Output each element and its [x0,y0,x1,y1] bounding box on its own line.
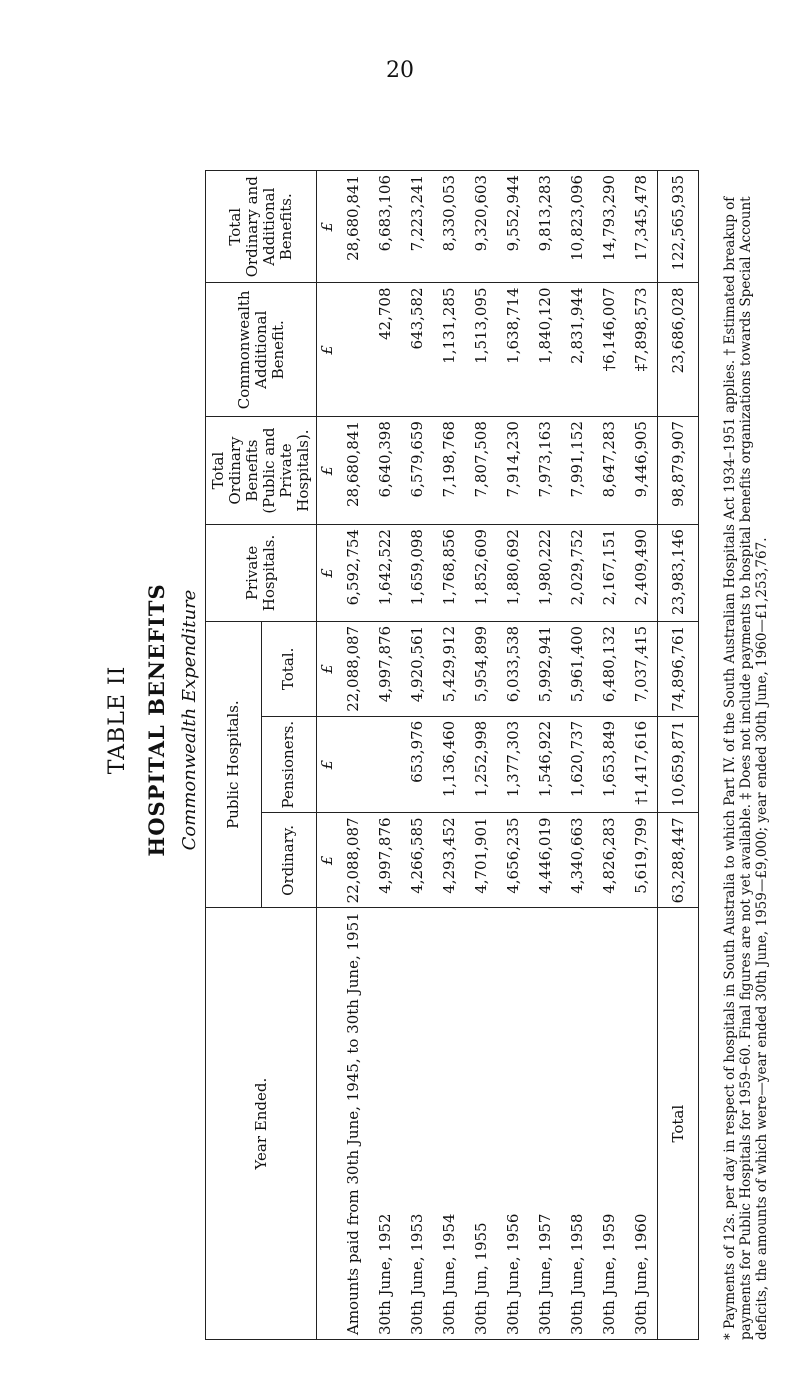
unit-cell: £ [317,417,338,525]
total-ordinary-cell: 9,446,905 [625,417,658,525]
page-number: 20 [386,58,414,83]
total-ordinary-cell: 6,579,659 [401,417,433,525]
header-pensioners: Pensioners. [261,716,317,813]
public-total-cell: 6,480,132 [593,621,625,716]
expenditure-table [205,170,699,1340]
table-subsubheading [178,130,208,1310]
footnote-wrapper [722,140,792,1340]
ordinary-cell: 5,619,799 [625,813,658,908]
additional-cell: 1,840,120 [529,283,561,417]
ordinary-cell: 63,288,447 [658,813,699,908]
grand-total-cell: 14,793,290 [593,171,625,283]
pensioners-cell [337,716,369,813]
ordinary-cell: 4,340,663 [561,813,593,908]
total-ordinary-cell: 7,991,152 [561,417,593,525]
grand-total-cell: 28,680,841 [337,171,369,283]
total-row [658,171,699,1340]
additional-cell: 23,686,028 [658,283,699,417]
pensioners-cell: 653,976 [401,716,433,813]
table-subtitle: HOSPITAL BENEFITS [144,583,169,857]
year-cell: 30th Jun, 1955 [465,908,497,1340]
pensioners-cell: 1,377,303 [497,716,529,813]
year-cell: 30th June, 1959 [593,908,625,1340]
year-cell: 30th June, 1953 [401,908,433,1340]
private-cell: 1,880,692 [497,525,529,622]
pensioners-cell: 1,136,460 [433,716,465,813]
unit-cell: £ [317,171,338,283]
footnote: * Payments of 12s. per day in respect of hospitals in South Australia to which Part IV. of the South Australian Hospitals Act 1934–1951 applies. † Estimated breakup of payments for Public Hospitals for 1959–60. Final figures are not yet available. ‡ Does not include payments to hospital benefits organizations towards Special Account deficits, the amounts of which were—year ended 30th June, 1959—£9,000; year ended 30th June, 1960—£1,253,767. [722,196,770,1340]
pensioners-cell: 1,653,849 [593,716,625,813]
additional-cell: 1,131,285 [433,283,465,417]
unit-cell: £ [317,716,338,813]
private-cell: 1,659,098 [401,525,433,622]
public-total-cell: 5,429,912 [433,621,465,716]
additional-cell: 1,638,714 [497,283,529,417]
table-row [337,171,369,1340]
header-commonwealth-additional: Commonwealth Additional Benefit. [206,283,317,417]
public-total-cell: 4,920,561 [401,621,433,716]
table-row [369,171,401,1340]
header-total-ordinary-benefits: Total Ordinary Benefits (Public and Private Hospitals). [206,417,317,525]
additional-cell [337,283,369,417]
year-cell: Amounts paid from 30th June, 1945, to 30th June, 1951 [337,908,369,1340]
public-total-cell: 5,961,400 [561,621,593,716]
ordinary-cell: 4,826,283 [593,813,625,908]
table-row [625,171,658,1340]
unit-row [317,171,338,1340]
year-cell: Total [658,908,699,1340]
public-total-cell: 7,037,415 [625,621,658,716]
table-heading [106,130,144,1310]
table-row [433,171,465,1340]
pensioners-cell: 1,252,998 [465,716,497,813]
header-private-hospitals: Private Hospitals. [206,525,317,622]
private-cell: 2,029,752 [561,525,593,622]
additional-cell: 1,513,095 [465,283,497,417]
table-row [593,171,625,1340]
private-cell: 1,642,522 [369,525,401,622]
grand-total-cell: 9,320,603 [465,171,497,283]
private-cell: 1,852,609 [465,525,497,622]
grand-total-cell: 17,345,478 [625,171,658,283]
year-cell: 30th June, 1960 [625,908,658,1340]
additional-cell: 2,831,944 [561,283,593,417]
table-body [317,171,699,1340]
ordinary-cell: 4,997,876 [369,813,401,908]
table-title: TABLE II [105,665,130,775]
year-cell: 30th June, 1957 [529,908,561,1340]
year-cell: 30th June, 1954 [433,908,465,1340]
ordinary-cell: 4,293,452 [433,813,465,908]
unit-cell: £ [317,283,338,417]
grand-total-cell: 7,223,241 [401,171,433,283]
table-subsubtitle: Commonwealth Expenditure [179,589,200,851]
public-total-cell: 4,997,876 [369,621,401,716]
additional-cell: 643,582 [401,283,433,417]
ordinary-cell: 4,266,585 [401,813,433,908]
table-row [561,171,593,1340]
unit-cell: £ [317,621,338,716]
grand-total-cell: 9,552,944 [497,171,529,283]
private-cell: 1,768,856 [433,525,465,622]
grand-total-cell: 122,565,935 [658,171,699,283]
unit-cell [317,908,338,1340]
unit-cell: £ [317,525,338,622]
grand-total-cell: 6,683,106 [369,171,401,283]
header-ordinary: Ordinary. [261,813,317,908]
header-total-ordinary-and-additional: Total Ordinary and Additional Benefits. [206,171,317,283]
private-cell: 2,409,490 [625,525,658,622]
header-total: Total. [261,621,317,716]
grand-total-cell: 8,330,053 [433,171,465,283]
grand-total-cell: 9,813,283 [529,171,561,283]
public-total-cell: 74,896,761 [658,621,699,716]
additional-cell: ‡7,898,573 [625,283,658,417]
total-ordinary-cell: 7,807,508 [465,417,497,525]
table-row [465,171,497,1340]
private-cell: 1,980,222 [529,525,561,622]
year-cell: 30th June, 1956 [497,908,529,1340]
header-year-ended: Year Ended. [206,908,317,1340]
private-cell: 2,167,151 [593,525,625,622]
total-ordinary-cell: 28,680,841 [337,417,369,525]
pensioners-cell [369,716,401,813]
unit-cell: £ [317,813,338,908]
public-total-cell: 5,992,941 [529,621,561,716]
additional-cell: 42,708 [369,283,401,417]
public-total-cell: 6,033,538 [497,621,529,716]
year-cell: 30th June, 1952 [369,908,401,1340]
total-ordinary-cell: 7,914,230 [497,417,529,525]
pensioners-cell: 1,546,922 [529,716,561,813]
pensioners-cell: 1,620,737 [561,716,593,813]
public-total-cell: 5,954,899 [465,621,497,716]
year-cell: 30th June, 1958 [561,908,593,1340]
total-ordinary-cell: 6,640,398 [369,417,401,525]
grand-total-cell: 10,823,096 [561,171,593,283]
ordinary-cell: 4,701,901 [465,813,497,908]
pensioners-cell: 10,659,871 [658,716,699,813]
ordinary-cell: 4,446,019 [529,813,561,908]
pensioners-cell: †1,417,616 [625,716,658,813]
private-cell: 6,592,754 [337,525,369,622]
total-ordinary-cell: 8,647,283 [593,417,625,525]
private-cell: 23,983,146 [658,525,699,622]
table-row [401,171,433,1340]
additional-cell: †6,146,007 [593,283,625,417]
ordinary-cell: 4,656,235 [497,813,529,908]
total-ordinary-cell: 7,198,768 [433,417,465,525]
table-row [529,171,561,1340]
expenditure-table-wrapper [205,170,715,1340]
header-public-hospitals: Public Hospitals. [206,621,262,907]
total-ordinary-cell: 7,973,163 [529,417,561,525]
table-row [497,171,529,1340]
ordinary-cell: 22,088,087 [337,813,369,908]
public-total-cell: 22,088,087 [337,621,369,716]
total-ordinary-cell: 98,879,907 [658,417,699,525]
